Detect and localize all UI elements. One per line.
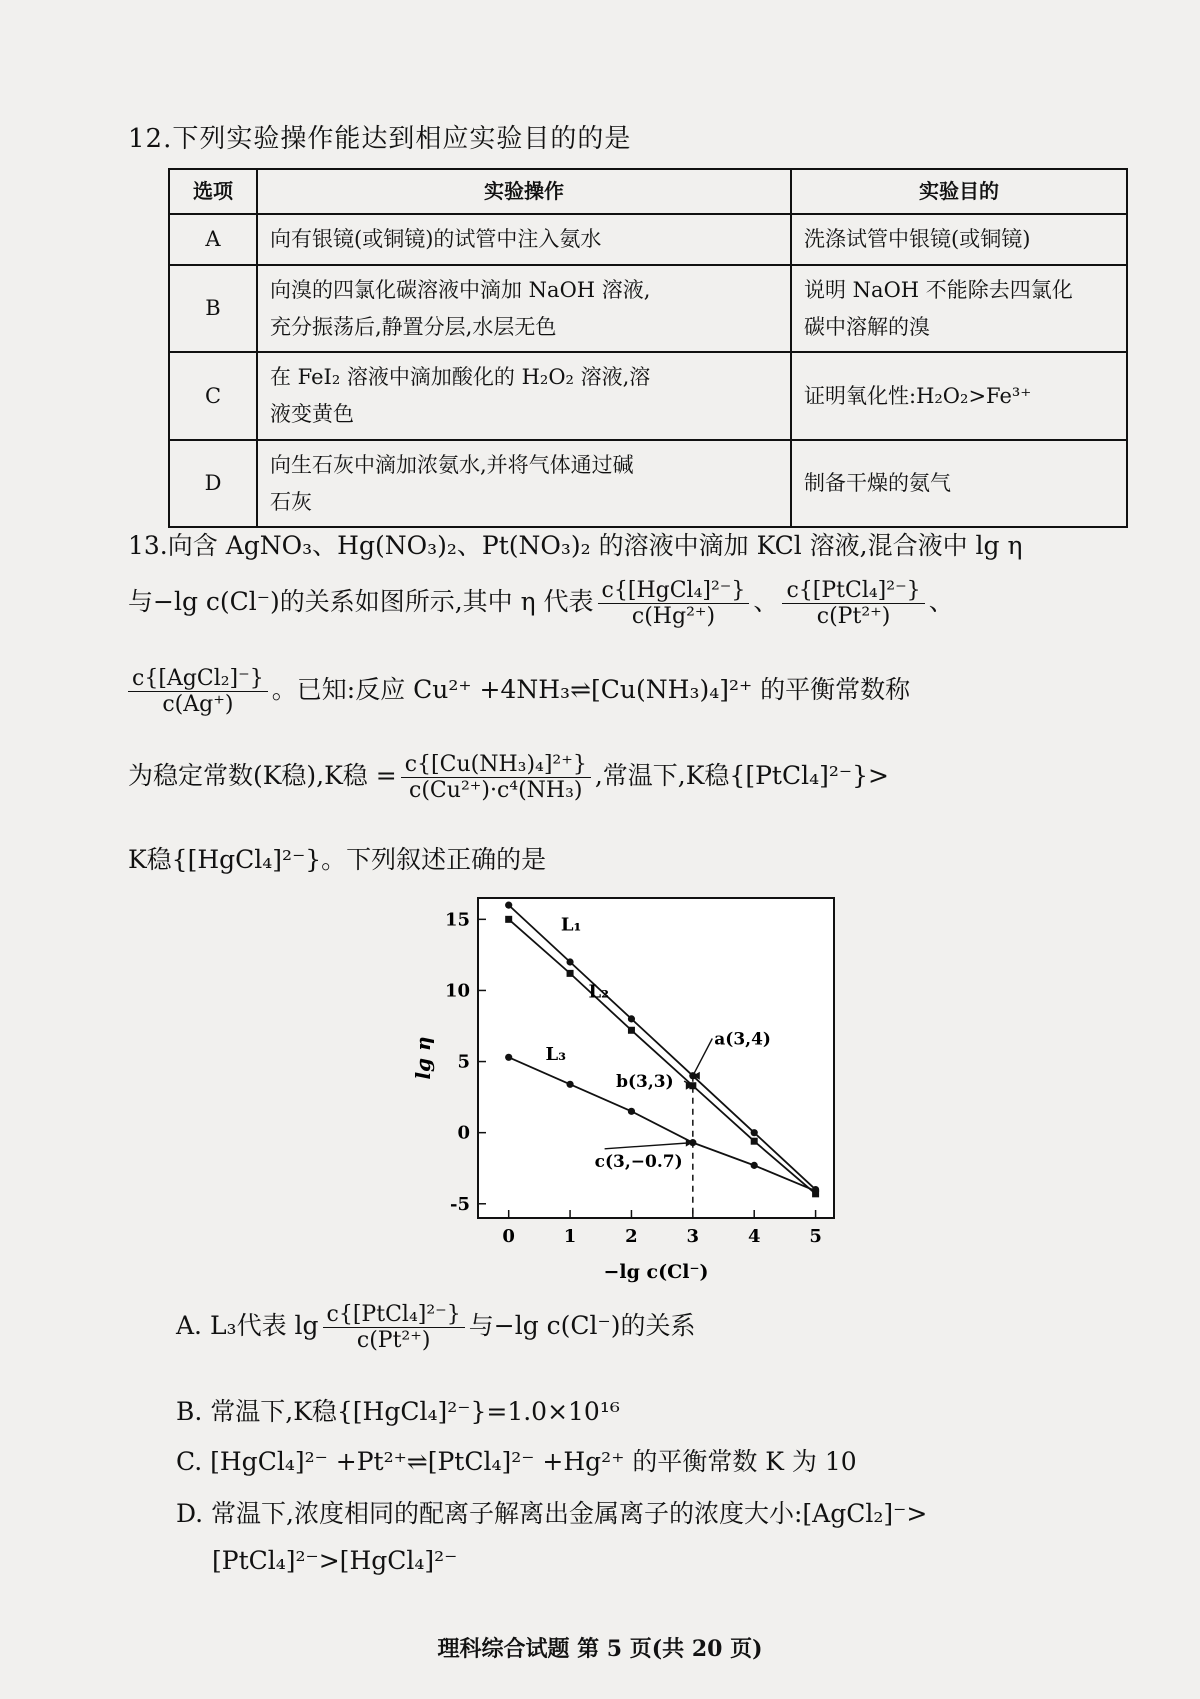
y-tick-label: 0 — [457, 1122, 470, 1144]
header-purpose: 实验目的 — [791, 169, 1127, 214]
data-point — [628, 1015, 635, 1022]
denominator: c(Hg²⁺) — [631, 604, 716, 629]
row-option: C — [169, 352, 257, 440]
choice-b: B. 常温下,K稳{[HgCl₄]²⁻}=1.0×10¹⁶ — [176, 1397, 620, 1426]
denominator: c(Cu²⁺)·c⁴(NH₃) — [409, 778, 583, 803]
row-operation — [257, 352, 791, 440]
y-tick-label: 5 — [457, 1051, 470, 1073]
numerator: c{[PtCl₄]²⁻} — [782, 578, 924, 604]
choice-d-line-2: [PtCl₄]²⁻>[HgCl₄]²⁻ — [212, 1546, 458, 1575]
data-point — [751, 1129, 758, 1136]
cell-text: 充分振荡后,静置分层,水层无色 — [270, 314, 557, 339]
annotation-label: a(3,4) — [714, 1029, 771, 1050]
x-tick-label: 2 — [625, 1226, 638, 1247]
x-tick-label: 4 — [747, 1226, 761, 1247]
cell-text: 制备干燥的氨气 — [804, 471, 951, 496]
q13-line-1: 13.向含 AgNO₃、Hg(NO₃)₂、Pt(NO₃)₂ 的溶液中滴加 KCl 溶液,混合液中 lg η — [128, 531, 1023, 560]
table-header-row — [169, 169, 1127, 214]
numerator: c{[Cu(NH₃)₄]²⁺} — [401, 752, 591, 778]
annotation-label: c(3,−0.7) — [594, 1151, 683, 1172]
y-tick-label: -5 — [450, 1193, 470, 1215]
choice-text: 与−lg c(Cl⁻)的关系 — [468, 1311, 696, 1340]
cell-text: 石灰 — [270, 489, 312, 514]
q13-line-5: K稳{[HgCl₄]²⁻}。下列叙述正确的是 — [128, 845, 547, 874]
data-point — [566, 1081, 573, 1088]
fraction-hgcl4 — [598, 578, 750, 629]
chart-svg — [400, 888, 860, 1288]
choice-text: A. L₃代表 lg — [176, 1311, 319, 1340]
denominator: c(Pt²⁺) — [816, 604, 891, 629]
q13-text: ,常温下,K稳{[PtCl₄]²⁻}> — [594, 761, 889, 790]
table-row — [169, 440, 1127, 528]
q13-text: 。已知:反应 Cu²⁺ +4NH₃⇌[Cu(NH₃)₄]²⁺ 的平衡常数称 — [271, 675, 911, 704]
table-row — [169, 214, 1127, 265]
data-point — [505, 902, 512, 909]
q13-line-3 — [128, 666, 910, 717]
choice-a — [176, 1302, 696, 1353]
numerator: c{[PtCl₄]²⁻} — [323, 1302, 465, 1328]
cell-text: 向有银镜(或铜镜)的试管中注入氨水 — [270, 227, 602, 251]
data-point — [628, 1027, 635, 1034]
cell-text: 碳中溶解的溴 — [804, 314, 930, 339]
header-option: 选项 — [169, 169, 257, 214]
cell-text: 洗涤试管中银镜(或铜镜) — [804, 227, 1031, 251]
data-point — [751, 1162, 758, 1169]
series-label-3: L₃ — [545, 1044, 567, 1066]
fraction-agcl2 — [128, 666, 268, 717]
cell-text: 向溴的四氯化碳溶液中滴加 NaOH 溶液, — [270, 277, 651, 302]
cell-text: 说明 NaOH 不能除去四氯化 — [804, 277, 1073, 302]
data-point — [567, 970, 574, 977]
separator: 、 — [928, 587, 954, 616]
y-tick-label: 10 — [444, 980, 470, 1002]
row-option: B — [169, 265, 257, 353]
question-12-title: 12.下列实验操作能达到相应实验目的的是 — [128, 124, 632, 154]
row-operation — [257, 265, 791, 353]
fraction-choice-a — [323, 1302, 465, 1353]
row-purpose — [791, 214, 1127, 265]
page-footer: 理科综合试题 第 5 页(共 20 页) — [437, 1636, 763, 1662]
table-row — [169, 265, 1127, 353]
y-tick-label: 15 — [444, 909, 470, 931]
cell-text: 液变黄色 — [270, 402, 354, 426]
x-tick-label: 5 — [809, 1226, 822, 1247]
chart — [400, 888, 860, 1288]
fraction-k-stable — [401, 752, 591, 803]
q13-text: 为稳定常数(K稳),K稳 = — [128, 761, 397, 790]
row-operation — [257, 214, 791, 265]
numerator: c{[HgCl₄]²⁻} — [598, 578, 750, 604]
annotation-label: b(3,3) — [616, 1072, 674, 1093]
data-point — [505, 916, 512, 923]
x-tick-label: 0 — [502, 1226, 515, 1247]
series-label-1: L₁ — [560, 914, 582, 936]
header-operation: 实验操作 — [257, 169, 791, 214]
x-tick-label: 1 — [563, 1226, 577, 1247]
denominator: c(Ag⁺) — [162, 692, 234, 717]
row-option: A — [169, 214, 257, 265]
row-option: D — [169, 440, 257, 528]
table-row — [169, 352, 1127, 440]
cell-text: 向生石灰中滴加浓氨水,并将气体通过碱 — [270, 452, 634, 477]
numerator: c{[AgCl₂]⁻} — [128, 666, 268, 692]
row-purpose — [791, 265, 1127, 353]
experiment-table — [168, 168, 1128, 528]
choice-c: C. [HgCl₄]²⁻ +Pt²⁺⇌[PtCl₄]²⁻ +Hg²⁺ 的平衡常数 K 为 10 — [176, 1447, 857, 1476]
data-point — [751, 1138, 758, 1145]
denominator: c(Pt²⁺) — [356, 1328, 431, 1353]
data-point — [812, 1187, 819, 1194]
data-point — [505, 1054, 512, 1061]
row-purpose — [791, 352, 1127, 440]
y-axis-label: lg η — [411, 1036, 435, 1080]
cell-text: 证明氧化性:H₂O₂>Fe³⁺ — [804, 383, 1032, 408]
fraction-ptcl4 — [782, 578, 924, 629]
data-point — [628, 1108, 635, 1115]
q13-text: 与−lg c(Cl⁻)的关系如图所示,其中 η 代表 — [128, 587, 594, 616]
series-label-2: L₂ — [588, 981, 610, 1003]
cell-text: 在 FeI₂ 溶液中滴加酸化的 H₂O₂ 溶液,溶 — [270, 365, 651, 390]
x-tick-label: 3 — [686, 1226, 700, 1247]
x-axis-label: −lg c(Cl⁻) — [603, 1261, 709, 1283]
choice-d-line-1: D. 常温下,浓度相同的配离子解离出金属离子的浓度大小:[AgCl₂]⁻> — [176, 1499, 928, 1528]
data-point — [566, 958, 573, 965]
row-purpose — [791, 440, 1127, 528]
row-operation — [257, 440, 791, 528]
q13-line-4 — [128, 752, 889, 803]
q13-line-2 — [128, 578, 954, 629]
separator: 、 — [753, 587, 779, 616]
